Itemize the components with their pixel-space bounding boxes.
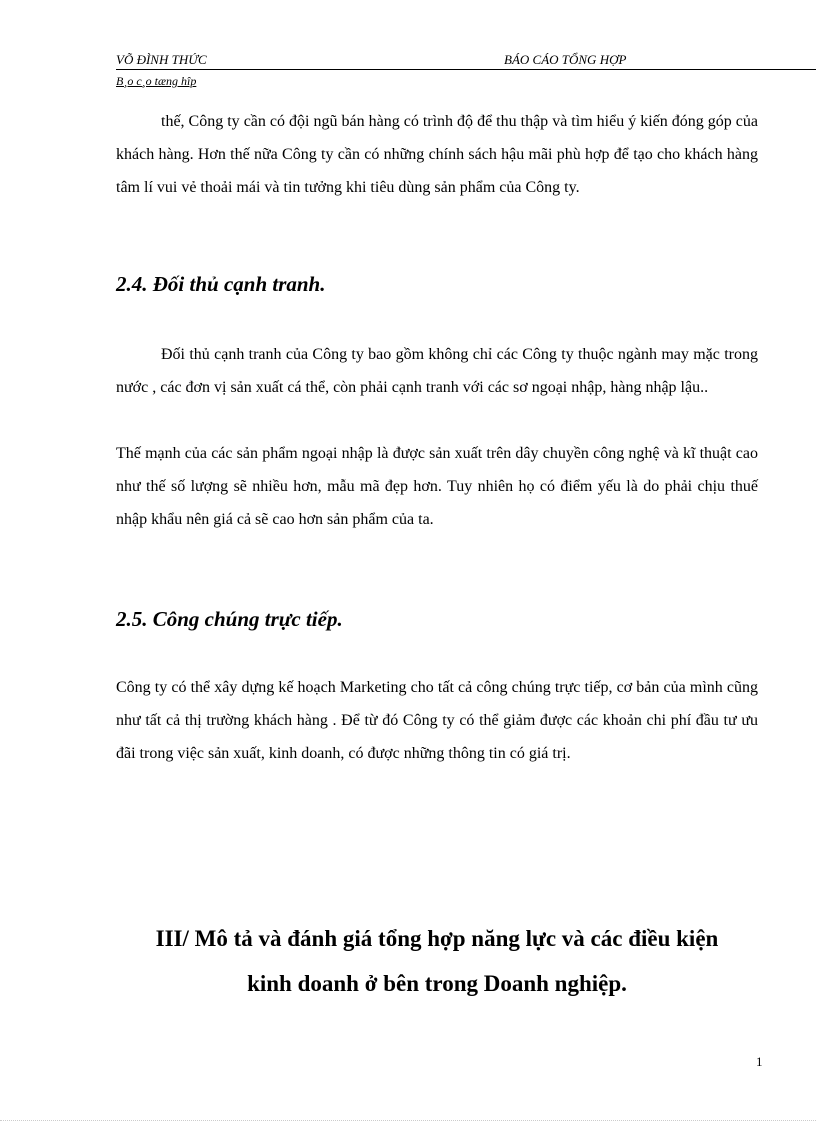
header-subtitle: B¸o c¸o tæng hîp [116, 74, 197, 88]
chapter-heading-line-1: III/ Mô tả và đánh giá tổng hợp năng lực và các điều kiện [155, 926, 719, 951]
section-heading-2-5: 2.5. Công chúng trực tiếp. [116, 607, 343, 631]
paragraph-continuation: thế, Công ty cần có đội ngũ bán hàng có trình độ để thu thập và tìm hiểu ý kiến đóng góp của khách hàng. Hơn thế nữa Công ty cần có những chính sách hậu mãi phù hợp để tạo cho khách hàng tâm lí vui vẻ thoải mái và tin tưởng khi tiêu dùng sản phẩm của Công ty. [116, 113, 758, 196]
header-author: VÕ ĐÌNH THỨC [116, 52, 207, 67]
paragraph-imports-strength: Thế mạnh của các sản phẩm ngoại nhập là được sản xuất trên dây chuyền công nghệ và kĩ thuật cao như thế số lượng sẽ nhiều hơn, mẫu mã đẹp hơn. Tuy nhiên họ có điểm yếu là do phải chịu thuế nhập khẩu nên giá cả sẽ cao hơn sản phẩm của ta. [116, 445, 758, 528]
section-heading-2-4: 2.4. Đối thủ cạnh tranh. [116, 272, 326, 296]
header-report-title: BÁO CÁO TỔNG HỢP [504, 52, 627, 67]
paragraph-competitors: Đối thủ cạnh tranh của Công ty bao gồm không chỉ các Công ty thuộc ngành may mặc trong nước , các đơn vị sản xuất cá thể, còn phải cạnh tranh với các sơ ngoại nhập, hàng nhập lậu.. [116, 346, 758, 396]
page-bottom-edge [0, 1120, 816, 1121]
page-number: 1 [756, 1054, 763, 1069]
paragraph-public: Công ty có thể xây dựng kế hoạch Marketing cho tất cả công chúng trực tiếp, cơ bản của mình cũng như tất cả thị trường khách hàng . Để từ đó Công ty có thể giảm được các khoản chi phí đầu tư ưu đãi trong việc sản xuất, kinh doanh, có được những thông tin có giá trị. [116, 679, 758, 762]
chapter-heading-line-2: kinh doanh ở bên trong Doanh nghiệp. [247, 971, 627, 996]
header-rule [116, 69, 816, 70]
